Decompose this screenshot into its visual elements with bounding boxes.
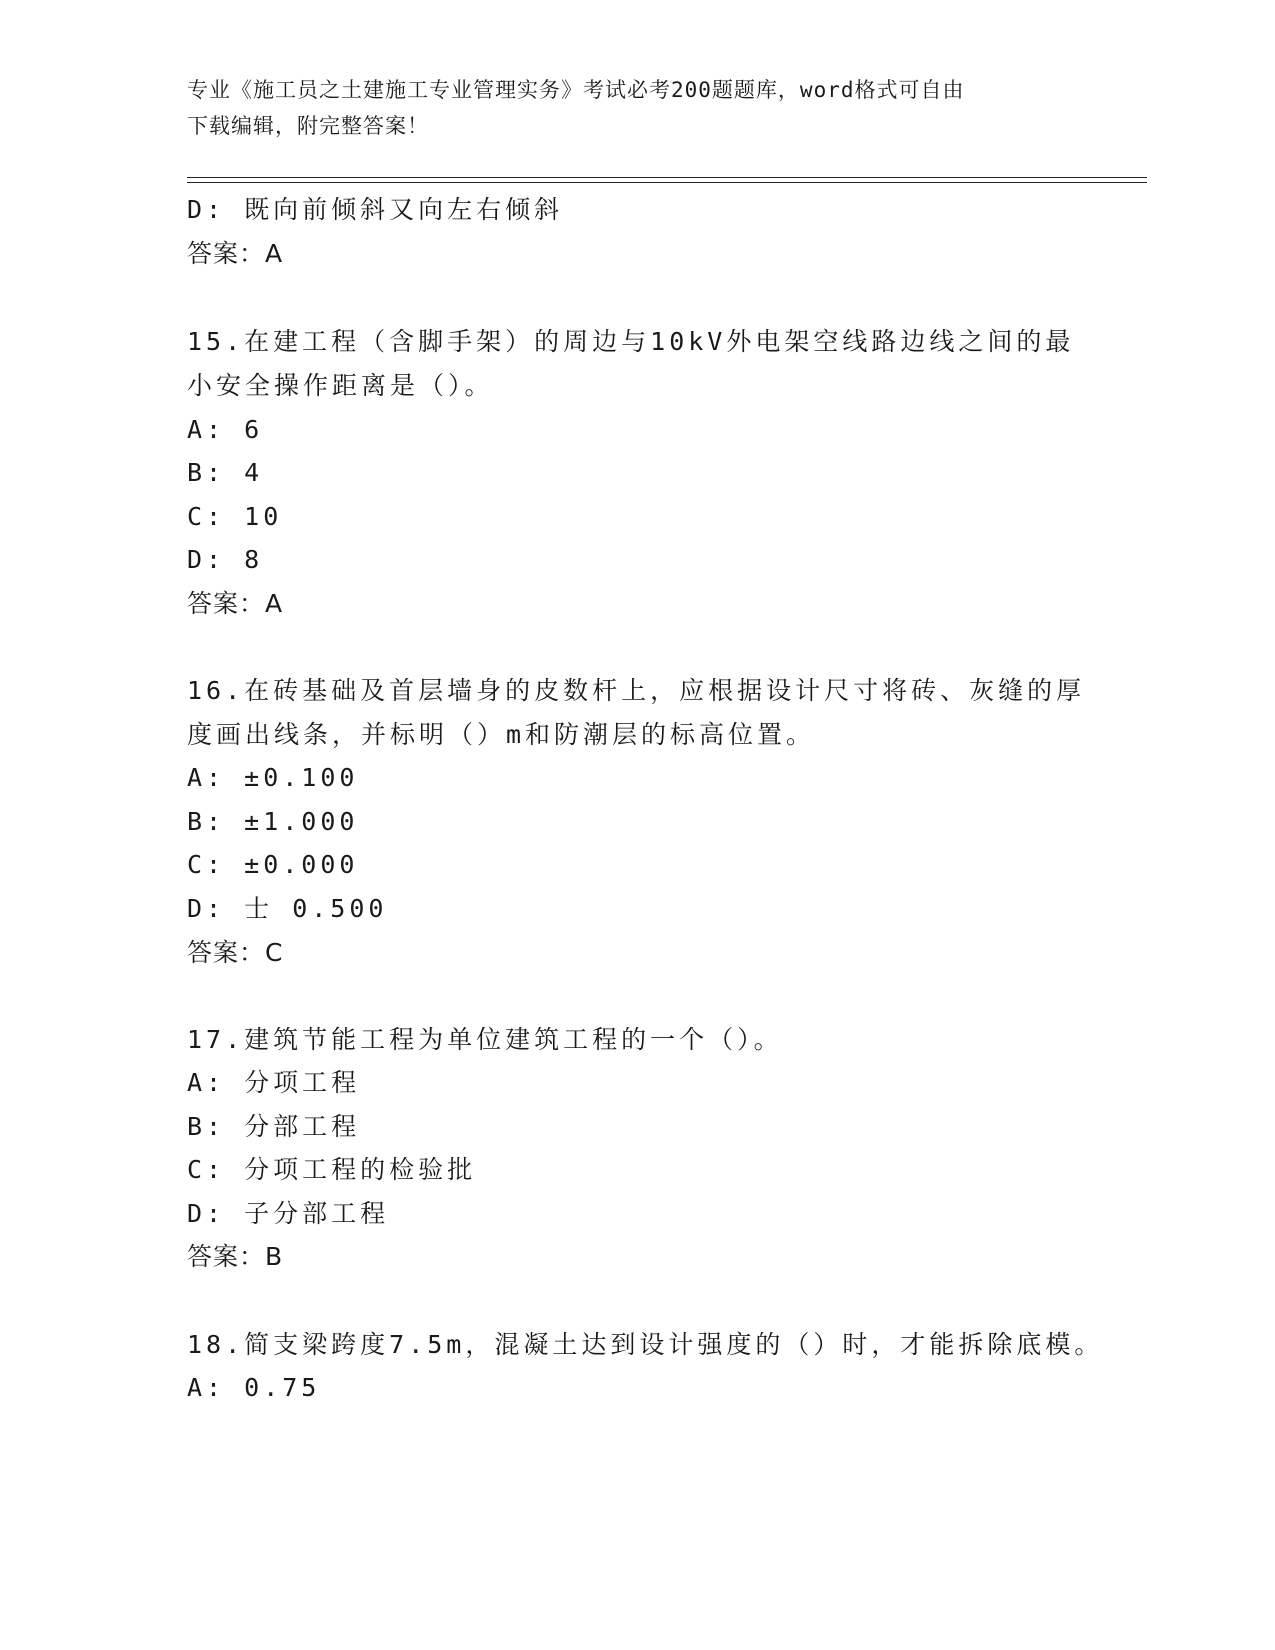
q15-option-c: C: 10 bbox=[187, 502, 283, 531]
q18-stem-line-1: 18.简支梁跨度7.5m，混凝土达到设计强度的（）时，才能拆除底模。 bbox=[187, 1330, 1104, 1359]
q15-stem-line-1: 15.在建工程（含脚手架）的周边与10kV外电架空线路边线之间的最 bbox=[187, 327, 1075, 356]
header-line-2: 下载编辑，附完整答案！ bbox=[187, 114, 429, 138]
q15-option-b: B: 4 bbox=[187, 458, 264, 487]
prev-answer: 答案：A bbox=[187, 239, 284, 268]
q17-stem-line-1: 17.建筑节能工程为单位建筑工程的一个（）。 bbox=[187, 1025, 783, 1054]
q17-option-a: A: 分项工程 bbox=[187, 1068, 361, 1097]
prev-option-d: D: 既向前倾斜又向左右倾斜 bbox=[187, 195, 564, 224]
q17-option-c: C: 分项工程的检验批 bbox=[187, 1155, 477, 1184]
q18-option-a: A: 0.75 bbox=[187, 1373, 321, 1402]
q16-option-a: A: ±0.100 bbox=[187, 763, 359, 792]
q17-option-d: D: 子分部工程 bbox=[187, 1199, 390, 1228]
header-line-1: 专业《施工员之土建施工专业管理实务》考试必考200题题库，word格式可自由 bbox=[187, 78, 965, 102]
q15-answer: 答案：A bbox=[187, 589, 284, 618]
q17-option-b: B: 分部工程 bbox=[187, 1112, 361, 1141]
q16-option-d: D: 士 0.500 bbox=[187, 894, 388, 923]
q15-option-a: A: 6 bbox=[187, 415, 264, 444]
header-divider-bottom bbox=[187, 182, 1147, 183]
header-divider-top bbox=[187, 177, 1147, 178]
q16-stem-line-2: 度画出线条，并标明（）m和防潮层的标高位置。 bbox=[187, 720, 816, 749]
q16-option-c: C: ±0.000 bbox=[187, 850, 359, 879]
document-header bbox=[187, 72, 1067, 144]
q16-option-b: B: ±1.000 bbox=[187, 807, 359, 836]
q15-stem-line-2: 小安全操作距离是（）。 bbox=[187, 371, 494, 400]
q17-answer: 答案：B bbox=[187, 1242, 284, 1271]
q15-option-d: D: 8 bbox=[187, 545, 264, 574]
q16-stem-line-1: 16.在砖基础及首层墙身的皮数杆上，应根据设计尺寸将砖、灰缝的厚 bbox=[187, 676, 1086, 705]
q16-answer: 答案：C bbox=[187, 938, 284, 967]
